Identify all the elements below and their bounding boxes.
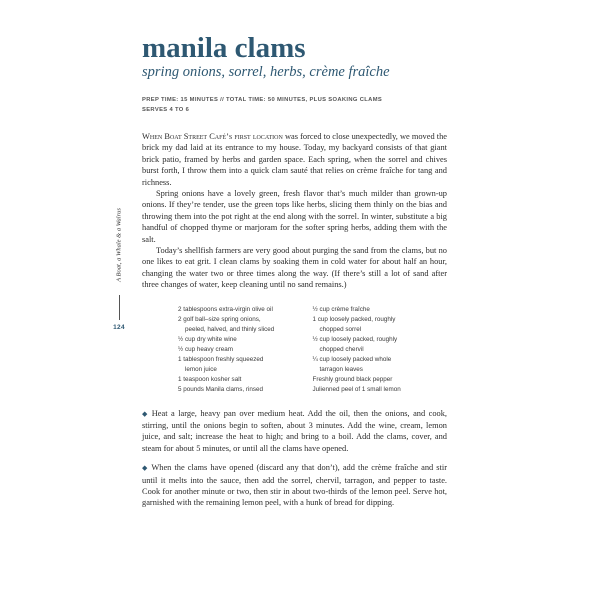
ingredient-item: ½ cup dry white wine xyxy=(178,335,237,343)
intro-paragraph-3: Today’s shellfish farmers are very good about purging the sand from the clams, but no one likes to eat grit. I clean clams by soaking them in cold water for about half an hour, changing the water two or three times along the way. (If there’s still a lot of sand after three changes of water, keep cleaning until no sand remains.) xyxy=(142,246,447,290)
intro-paragraph-2: Spring onions have a lovely green, fresh flavor that’s much milder than grown-up onions. If they’re tender, use the green tops like herbs, slicing them thinly on the bias and throwing them into the pot right at the end along with the sorrel. In winter, substitute a big handful of chopped thyme or marjoram for the softer spring herbs, adding them with the salt. xyxy=(142,189,447,244)
method-step-2-text: When the clams have opened (discard any that don’t), add the crème fraîche and stir until it melts into the sauce, then add the sorrel, chervil, tarragon, and pepper to taste. Cook for another minute or two, then stir in about two-thirds of the lemon peel. Serve hot, garnished with the remaining lemon peel, with a hunk of bread for dipping. xyxy=(142,463,448,508)
ingredient-item-continued: chopped chervil xyxy=(319,346,364,354)
ingredient-item: 1 cup loosely packed, roughly xyxy=(312,315,396,323)
ingredient-item: 1 teaspoon kosher salt xyxy=(178,376,242,384)
method-steps xyxy=(142,408,447,509)
intro-text xyxy=(142,131,447,291)
ingredient-item: 2 golf ball–size spring onions, xyxy=(178,315,261,323)
recipe-page xyxy=(142,32,447,517)
ingredients-column-left xyxy=(178,305,313,396)
ingredients-column-right xyxy=(313,305,448,396)
intro-lead-in: When Boat Street Café’s first location xyxy=(142,132,283,141)
ingredient-item-continued: chopped sorrel xyxy=(319,325,362,333)
ingredient-item-continued: lemon juice xyxy=(185,366,217,374)
side-running-head xyxy=(109,150,129,350)
recipe-time: PREP TIME: 15 MINUTES // TOTAL TIME: 50 MINUTES, PLUS SOAKING CLAMS xyxy=(142,97,383,103)
diamond-bullet-icon: ◆ xyxy=(142,409,149,418)
ingredient-item-continued: tarragon leaves xyxy=(319,366,363,374)
ingredient-item: 2 tablespoons extra-virgin olive oil xyxy=(178,305,273,313)
method-step-2 xyxy=(142,462,447,509)
ingredient-item: Freshly ground black pepper xyxy=(312,376,393,384)
intro-paragraph-1 xyxy=(142,131,447,188)
ingredient-item: 1 tablespoon freshly squeezed xyxy=(178,356,264,364)
ingredient-item: Julienned peel of 1 small lemon xyxy=(312,386,401,394)
recipe-title: manila clams xyxy=(142,32,306,64)
running-head-rule xyxy=(119,295,120,320)
running-head-title: A Boat, a Whale & a Walrus xyxy=(115,208,123,282)
recipe-serves: SERVES 4 TO 6 xyxy=(142,107,190,113)
method-step-1-text: Heat a large, heavy pan over medium heat. Add the oil, then the onions, and cook, stirring, until the onions begin to soften, about 3 minutes. Add the wine, cream, lemon juice, and salt; increase the heat to high; and bring to a boil. Add the clams, cover, and steam for about 5 minutes, or until all the clams have opened. xyxy=(142,408,447,453)
page-number: 124 xyxy=(113,324,125,331)
ingredient-item: ½ cup crème fraîche xyxy=(312,305,370,313)
ingredient-item: ½ cup loosely packed, roughly xyxy=(312,335,398,343)
method-step-1 xyxy=(142,408,447,455)
ingredient-item: ½ cup heavy cream xyxy=(178,346,233,354)
diamond-bullet-icon: ◆ xyxy=(142,464,149,473)
intro-paragraph-1-text: was forced to close unexpectedly, we moved the brick my dad laid at its entrance to my house. Today, my backyard consists of that giant brick patio, framed by herbs and garden space. Each spring, when the sorrel and chives burst forth, I throw them into a quick clam sauté that relies on crème fraîche for tang and richness. xyxy=(142,132,447,187)
ingredient-item: ¼ cup loosely packed whole xyxy=(312,356,392,364)
recipe-subtitle: spring onions, sorrel, herbs, crème fraîche xyxy=(142,64,390,80)
ingredient-item: 5 pounds Manila clams, rinsed xyxy=(178,386,264,394)
ingredient-item-continued: peeled, halved, and thinly sliced xyxy=(185,325,275,333)
ingredients-list xyxy=(178,305,447,396)
